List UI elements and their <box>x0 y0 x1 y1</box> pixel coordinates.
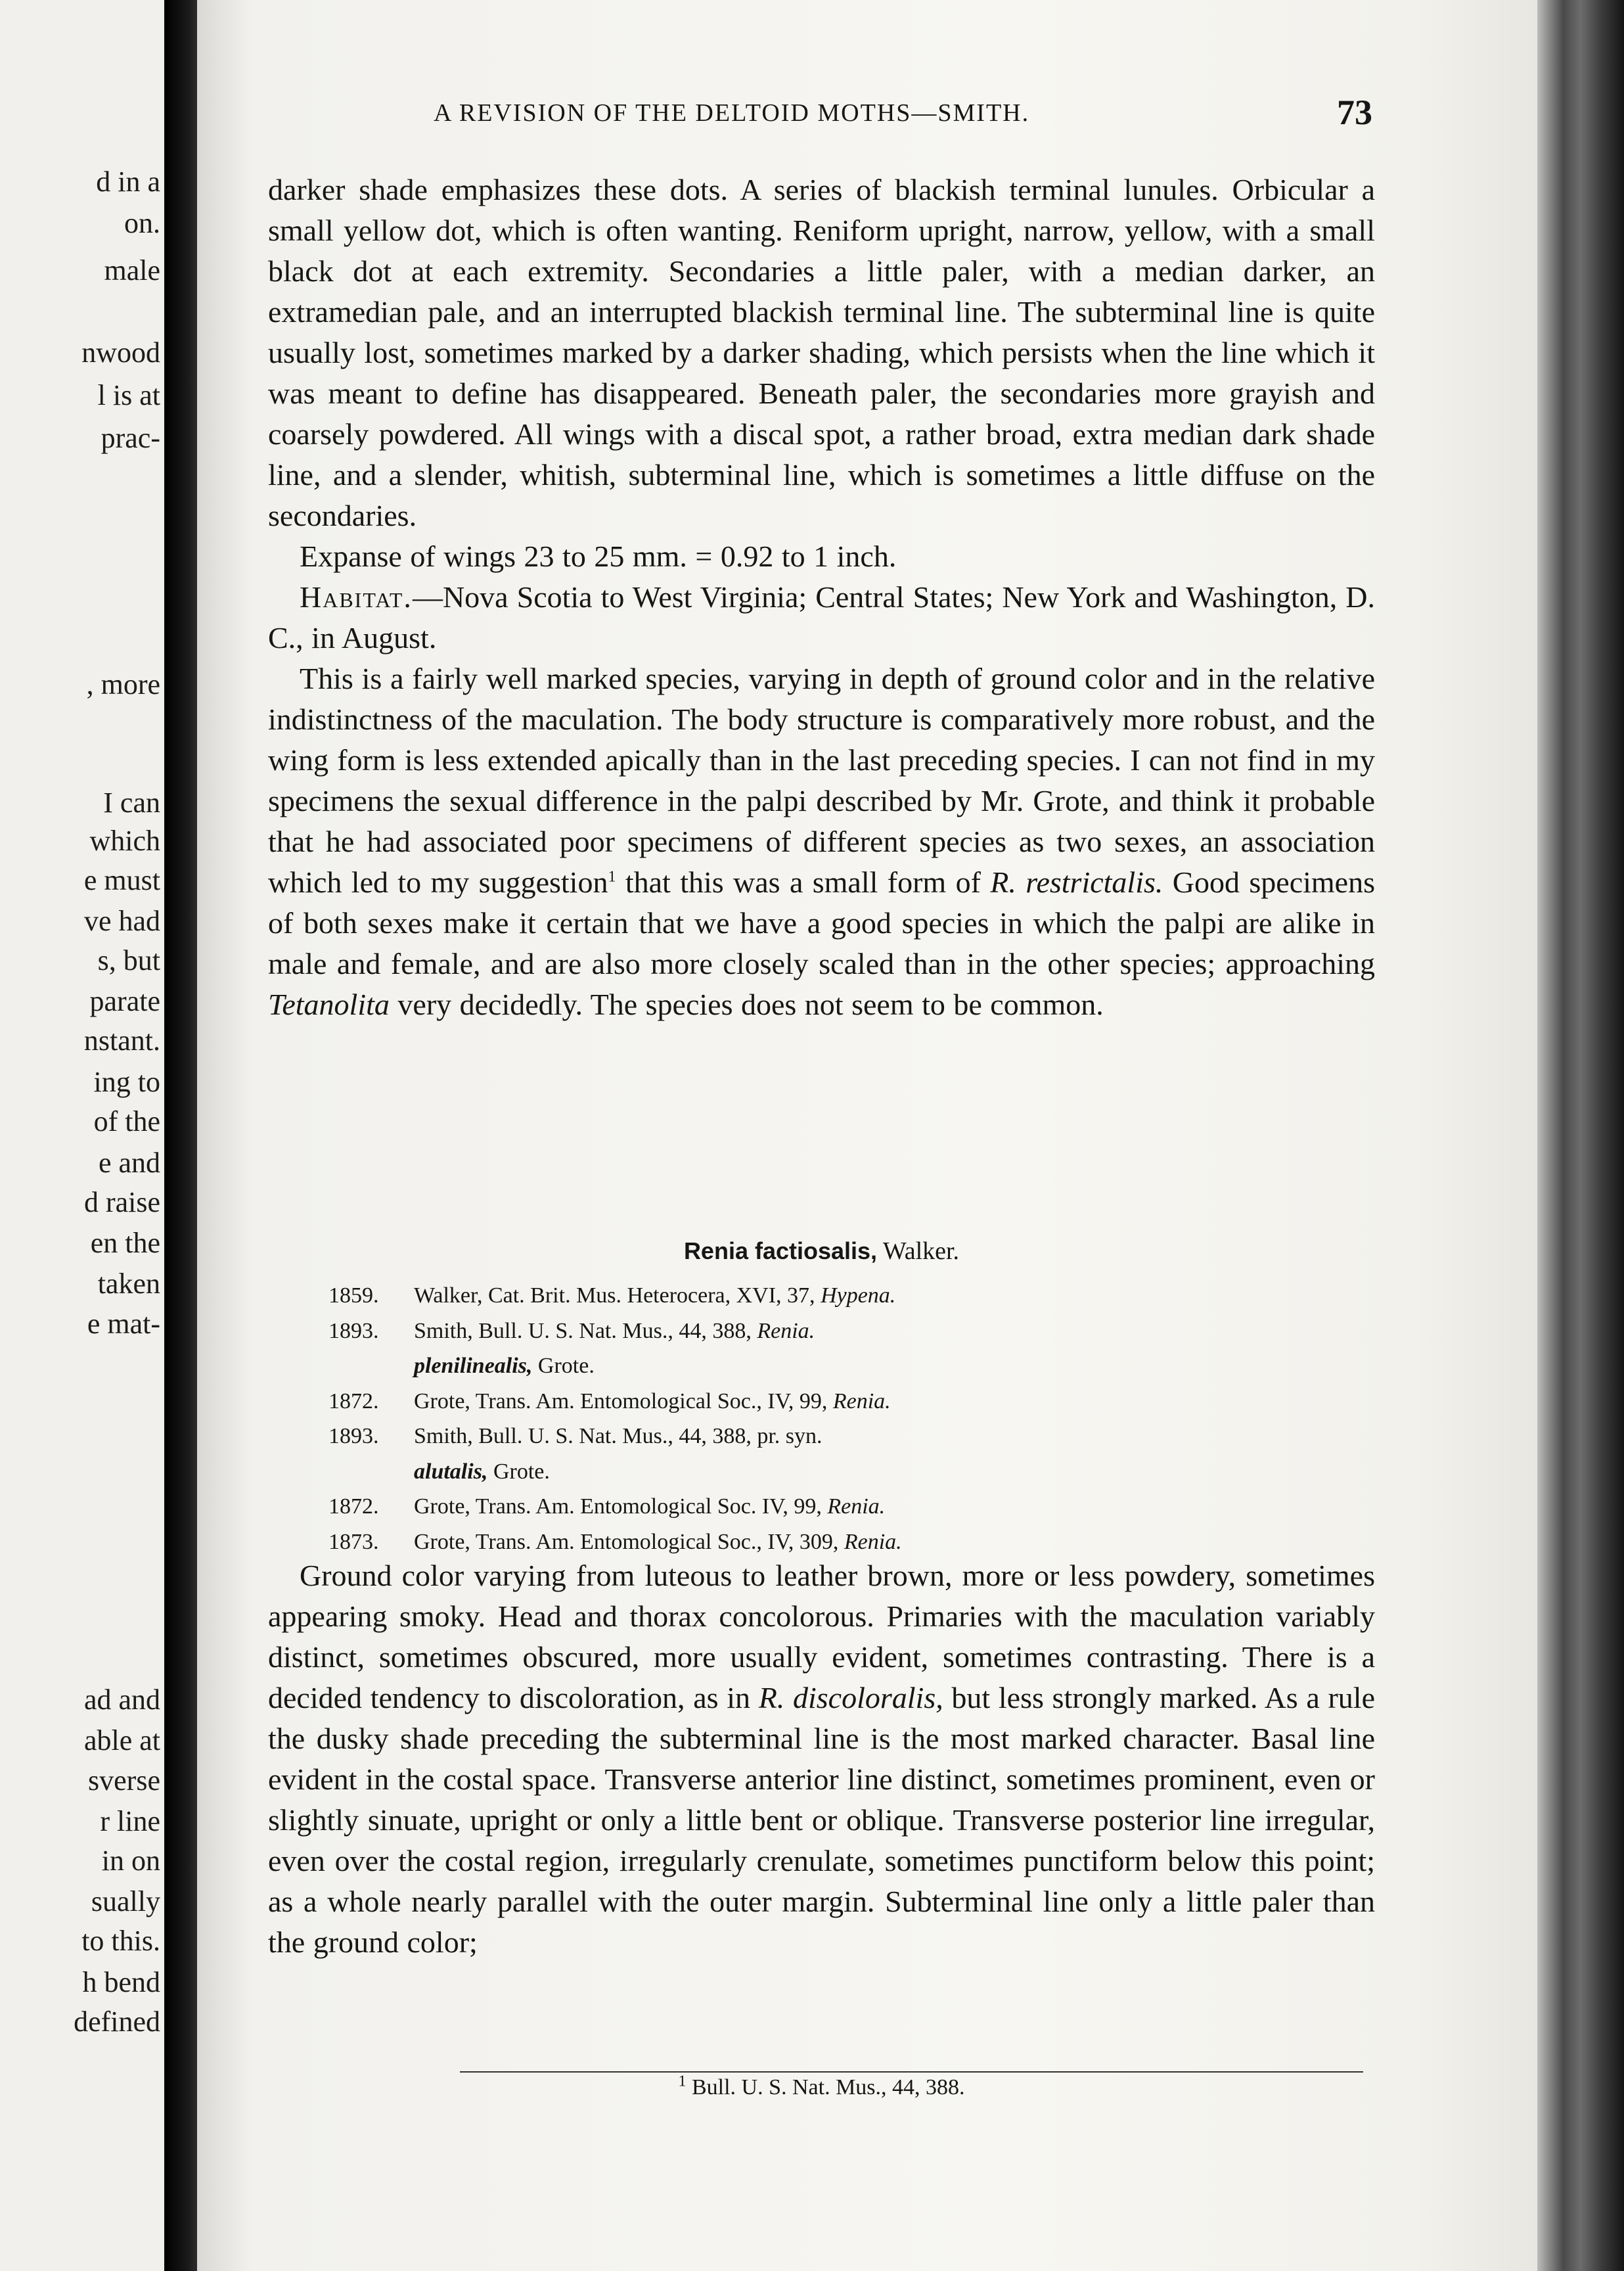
facing-page-fragment: nstant. <box>83 1024 160 1057</box>
citation-text: Smith, Bull. U. S. Nat. Mus., 44, 388, <box>414 1318 757 1343</box>
taxon-restrictalis: R. restrictalis. <box>990 865 1163 899</box>
facing-page-fragment: e must <box>83 864 160 896</box>
species-heading <box>268 1237 1375 1266</box>
facing-page-fragment: e and <box>98 1147 160 1179</box>
synonymy-entry <box>328 1348 1380 1384</box>
facing-page-fragment: parate <box>89 985 160 1017</box>
citation-genus: Renia. <box>757 1318 815 1343</box>
facing-page-fragment: sverse <box>88 1764 160 1797</box>
synonymy-entry <box>328 1278 1380 1314</box>
facing-page-fragment: sually <box>91 1885 160 1917</box>
citation-text: Grote, Trans. Am. Entomological Soc., IV, 309, <box>414 1529 844 1554</box>
discussion-paragraph <box>268 658 1375 1025</box>
facing-page-fragment: s, but <box>97 944 160 976</box>
page-edge <box>1537 0 1624 2271</box>
citation-genus: Renia. <box>844 1529 902 1554</box>
facing-page-fragment: of the <box>93 1105 160 1137</box>
citation-genus: Renia. <box>832 1388 891 1413</box>
habitat-label: Habitat. <box>300 580 413 614</box>
footnote-reference: 1 <box>608 868 616 886</box>
facing-page-fragment: h bend <box>82 1966 160 1998</box>
synonymy-entry <box>328 1384 1380 1419</box>
citation-text: Smith, Bull. U. S. Nat. Mus., 44, 388, pr. syn. <box>414 1424 823 1448</box>
facing-page-fragment: I can <box>103 787 160 819</box>
facing-page-fragment: l is at <box>97 379 160 411</box>
footnote-mark: 1 <box>678 2073 687 2090</box>
footnote-text: Bull. U. S. Nat. Mus., 44, 388. <box>686 2075 965 2099</box>
species-name: Renia factiosalis, <box>683 1237 878 1264</box>
species-author: Walker. <box>877 1237 960 1265</box>
citation-year: 1872. <box>328 1388 379 1413</box>
running-header: A REVISION OF THE DELTOID MOTHS—SMITH. <box>434 99 1030 127</box>
synonymy-entry <box>328 1454 1380 1490</box>
citation-text: Walker, Cat. Brit. Mus. Heterocera, XVI, 37, <box>414 1283 821 1308</box>
facing-page-fragment: ve had <box>83 905 160 937</box>
facing-page-fragment: taken <box>97 1268 160 1300</box>
facing-page-fragment: which <box>89 825 160 857</box>
facing-page-fragment: prac- <box>101 422 160 454</box>
citation-text: Grote, Trans. Am. Entomological Soc. IV, 99, <box>414 1494 828 1519</box>
description-paragraph <box>268 1555 1375 1963</box>
synonymy-entry <box>328 1489 1380 1525</box>
discussion-part-3: Good specimens of both sexes make it certain that we have a good species in which the palpi are alike in male and female, and are also more closely scaled than in the other species; approaching <box>268 865 1375 980</box>
facing-page-strip <box>0 0 164 2271</box>
synonym-name: plenilinealis, <box>414 1354 533 1378</box>
facing-page-fragment: able at <box>83 1724 160 1756</box>
paragraph-4 <box>268 1555 1375 1963</box>
synonymy-entry <box>328 1419 1380 1454</box>
facing-page-fragment: en the <box>90 1227 160 1259</box>
citation-year: 1893. <box>328 1318 379 1343</box>
footnote <box>268 2075 1375 2100</box>
habitat-text: —Nova Scotia to West Virginia; Central States; New York and Washington, D. C., in August. <box>268 580 1375 654</box>
synonymy-entry <box>328 1314 1380 1349</box>
paragraph-continued <box>268 170 1375 1025</box>
synonymy-entry <box>328 1525 1380 1560</box>
taxon-discoloralis: R. discoloralis, <box>758 1681 943 1714</box>
citation-year: 1859. <box>328 1283 379 1308</box>
citation-text: Grote, Trans. Am. Entomological Soc., IV, 99, <box>414 1388 833 1413</box>
facing-page-fragment: male <box>104 254 160 287</box>
citation-year: 1873. <box>328 1529 379 1554</box>
citation-year: 1872. <box>328 1494 379 1519</box>
facing-page-fragment: on. <box>124 207 160 239</box>
facing-page-fragment: ing to <box>93 1066 160 1098</box>
facing-page-fragment: d in a <box>96 166 160 198</box>
expanse-line: Expanse of wings 23 to 25 mm. = 0.92 to 1 inch. <box>300 539 897 573</box>
description-part-2: but less strongly marked. As a rule the dusky shade preceding the subterminal line is the most marked character. Basal line evident in the costal space. Transverse anterior line distinct, sometimes prominent, even or slightly sinuate, upright or only a little bent or oblique. Transverse posterior line irregular, even over the costal region, irregularly crenulate, sometimes punctiform below this point; as a whole nearly parallel with the outer margin. Subterminal line only a little paler than the ground color; <box>268 1681 1376 1959</box>
discussion-part-2: that this was a small form of <box>616 865 991 899</box>
facing-page-fragment: d raise <box>83 1186 160 1218</box>
facing-page-fragment: e mat- <box>87 1308 160 1340</box>
taxon-tetanolita: Tetanolita <box>268 988 390 1021</box>
citation-genus: Hypena. <box>821 1283 896 1308</box>
synonym-name: alutalis, <box>414 1459 488 1484</box>
discussion-part-1: This is a fairly well marked species, varying in depth of ground color and in the relative indistinctness of the maculation. The body structure is comparatively more robust, and the wing form is less extended apically than in the last preceding species. I can not find in my specimens the sexual difference in the palpi described by Mr. Grote, and think it probable that he had associated poor specimens of different species as two sexes, an association which led to my suggestion <box>268 662 1375 899</box>
citation-genus: Renia. <box>827 1494 886 1519</box>
facing-page-fragment: , more <box>86 668 160 700</box>
facing-page-fragment: nwood <box>81 336 160 369</box>
facing-page-fragment: in on <box>101 1845 160 1877</box>
description-part-1: Ground color varying from luteous to leather brown, more or less powdery, sometimes appearing smoky. Head and thorax concolorous. Primaries with the maculation variably distinct, sometimes obscured, more usually evident, sometimes contrasting. There is a decided tendency to discoloration, as in <box>268 1559 1375 1714</box>
synonym-author: Grote. <box>487 1459 550 1484</box>
footnote-divider <box>460 2071 1363 2073</box>
facing-page-fragment: ad and <box>83 1684 160 1716</box>
page-number: 73 <box>1337 93 1372 132</box>
paragraph-1: darker shade emphasizes these dots. A series of blackish terminal lunules. Orbicular a small yellow dot, which is often wanting. Reniform upright, narrow, yellow, with a small black dot at each extremity. Secondaries a little paler, with a median darker, an extramedian pale, and an interrupted blackish terminal line. The subterminal line is quite usually lost, sometimes marked by a darker shading, which persists when the line which it was meant to define has disappeared. Beneath paler, the secondaries more grayish and coarsely powdered. All wings with a discal spot, a rather broad, extra median dark shade line, and a slender, whitish, subterminal line, which is sometimes a little diffuse on the secondaries. <box>268 173 1375 532</box>
synonymy-list <box>328 1278 1380 1559</box>
citation-year: 1893. <box>328 1424 379 1448</box>
facing-page-fragment: r line <box>100 1805 160 1837</box>
habitat-paragraph <box>268 577 1375 658</box>
discussion-part-4: very decidedly. The species does not seem to be common. <box>389 988 1104 1021</box>
facing-page-fragment: to this. <box>81 1925 160 1957</box>
facing-page-fragment: defined <box>74 2006 160 2038</box>
synonym-author: Grote. <box>532 1354 595 1378</box>
